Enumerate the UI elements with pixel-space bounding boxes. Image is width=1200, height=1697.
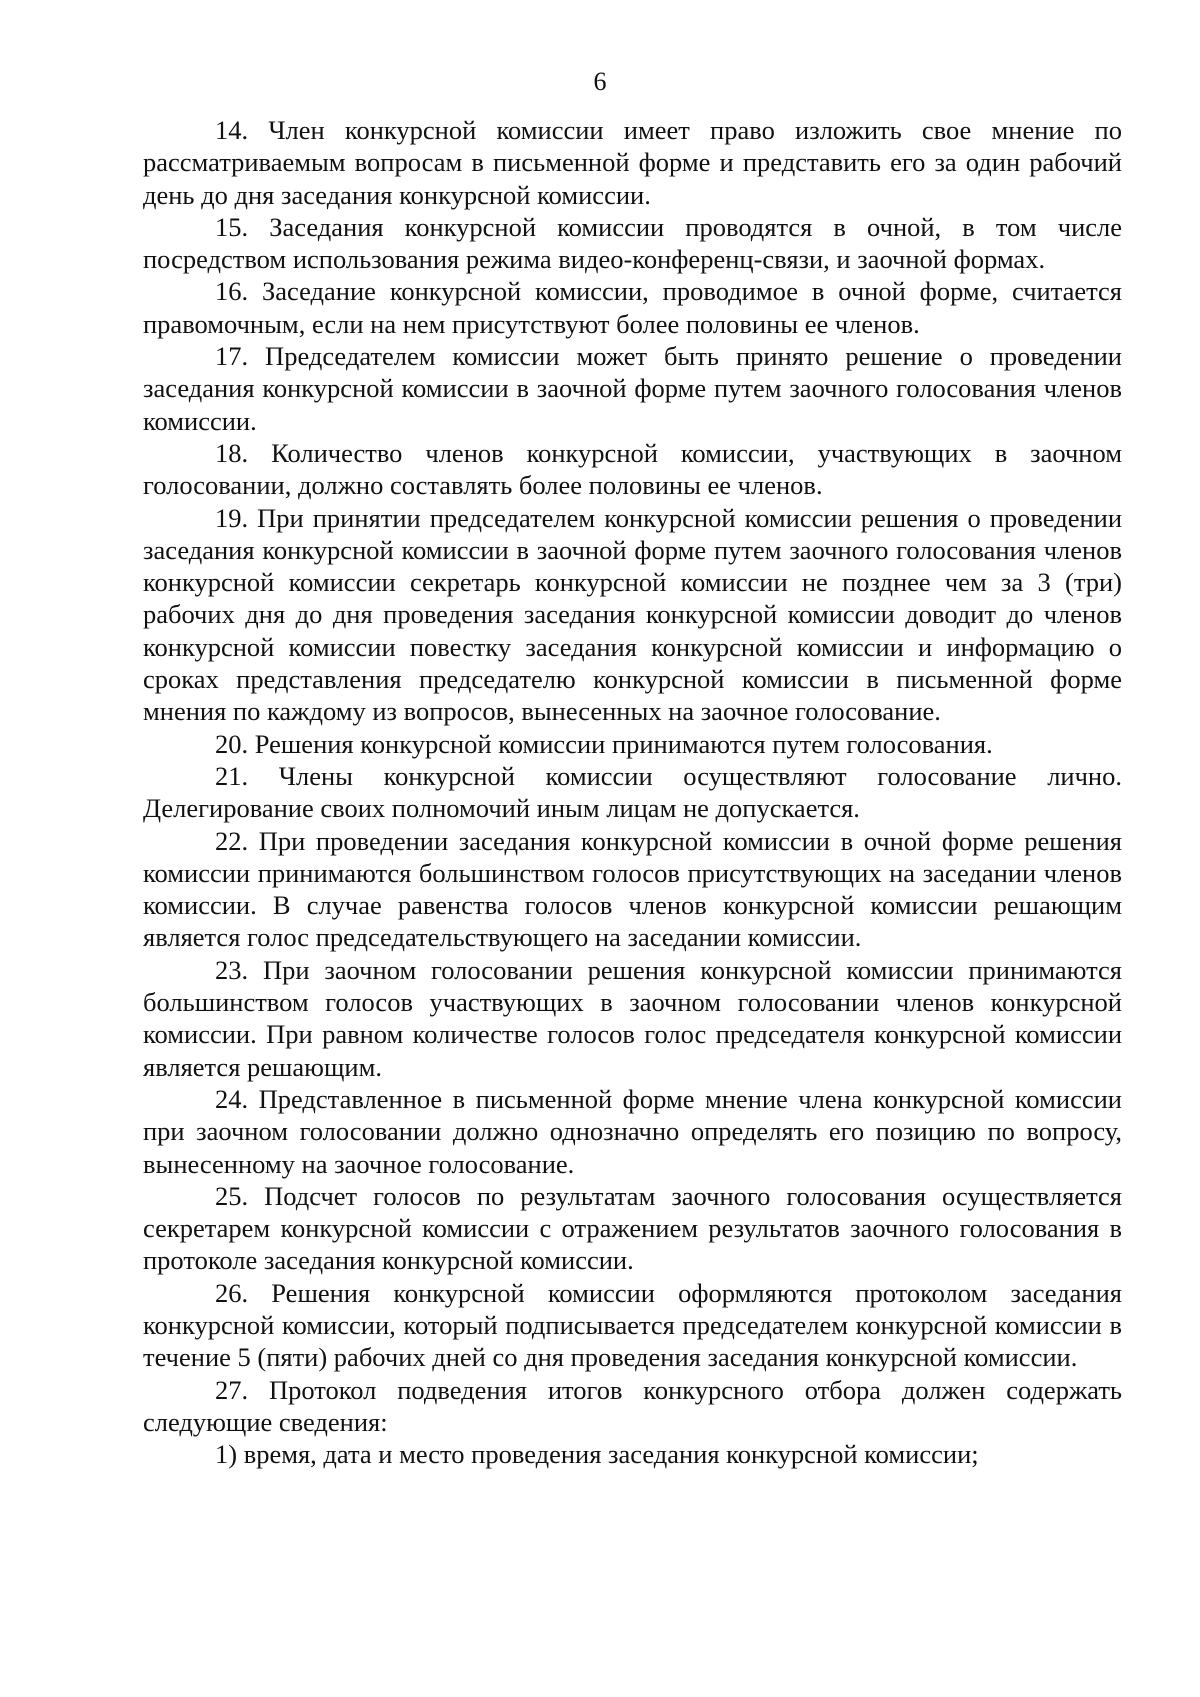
paragraph-22: 22. При проведении заседания конкурсной комиссии в очной форме решения комиссии принимаются большинством голосов присутствующих на заседании членов комиссии. В случае равенства голосов членов конкурсной комиссии решающим является голос председательствующего на заседании комиссии. (143, 825, 1122, 953)
paragraph-14: 14. Член конкурсной комиссии имеет право изложить свое мнение по рассматриваемым вопросам в письменной форме и представить его за один рабочий день до дня заседания конкурсной комиссии. (143, 115, 1122, 210)
paragraph-21: 21. Члены конкурсной комиссии осуществляют голосование лично. Делегирование своих полномочий иным лицам не допускается. (143, 760, 1122, 824)
document-body (143, 114, 1122, 1470)
paragraph-19: 19. При принятии председателем конкурсной комиссии решения о проведении заседания конкурсной комиссии в заочной форме путем заочного голосования членов конкурсной комиссии секретарь конкурсной комиссии не позднее чем за 3 (три) рабочих дня до дня проведения заседания конкурсной комиссии доводит до членов конкурсной комиссии повестку заседания конкурсной комиссии и информацию о сроках представления председателю конкурсной комиссии в письменной форме мнения по каждому из вопросов, вынесенных на заочное голосование. (143, 502, 1122, 727)
list-item-1: 1) время, дата и место проведения заседания конкурсной комиссии; (215, 1439, 979, 1470)
paragraph-27: 27. Протокол подведения итогов конкурсного отбора должен содержать следующие сведения: (143, 1374, 1122, 1437)
paragraph-25: 25. Подсчет голосов по результатам заочного голосования осуществляется секретарем конкурсной комиссии с отражением результатов заочного голосования в протоколе заседания конкурсной комиссии. (143, 1180, 1122, 1276)
paragraph-17: 17. Председателем комиссии может быть принято решение о проведении заседания конкурсной комиссии в заочной форме путем заочного голосования членов комиссии. (143, 341, 1122, 436)
paragraph-23: 23. При заочном голосовании решения конкурсной комиссии принимаются большинством голосов участвующих в заочном голосовании членов конкурсной комиссии. При равном количестве голосов голос председателя конкурсной комиссии является решающим. (143, 954, 1122, 1082)
paragraph-18: 18. Количество членов конкурсной комиссии, участвующих в заочном голосовании, должно составлять более половины ее членов. (143, 437, 1122, 501)
page-number: 6 (593, 67, 607, 96)
paragraph-16: 16. Заседание конкурсной комиссии, проводимое в очной форме, считается правомочным, если на нем присутствуют более половины ее членов. (143, 276, 1122, 339)
paragraph-26: 26. Решения конкурсной комиссии оформляются протоколом заседания конкурсной комиссии, который подписывается председателем конкурсной комиссии в течение 5 (пяти) рабочих дней со дня проведения заседания конкурсной комиссии. (143, 1277, 1122, 1373)
paragraph-15: 15. Заседания конкурсной комиссии проводятся в очной, в том числе посредством использования режима видео-конференц-связи, и заочной формах. (143, 211, 1122, 275)
paragraph-24: 24. Представленное в письменной форме мнение члена конкурсной комиссии при заочном голосовании должно однозначно определять его позицию по вопросу, вынесенному на заочное голосование. (143, 1083, 1122, 1179)
paragraph-20: 20. Решения конкурсной комиссии принимаются путем голосования. (215, 728, 993, 759)
